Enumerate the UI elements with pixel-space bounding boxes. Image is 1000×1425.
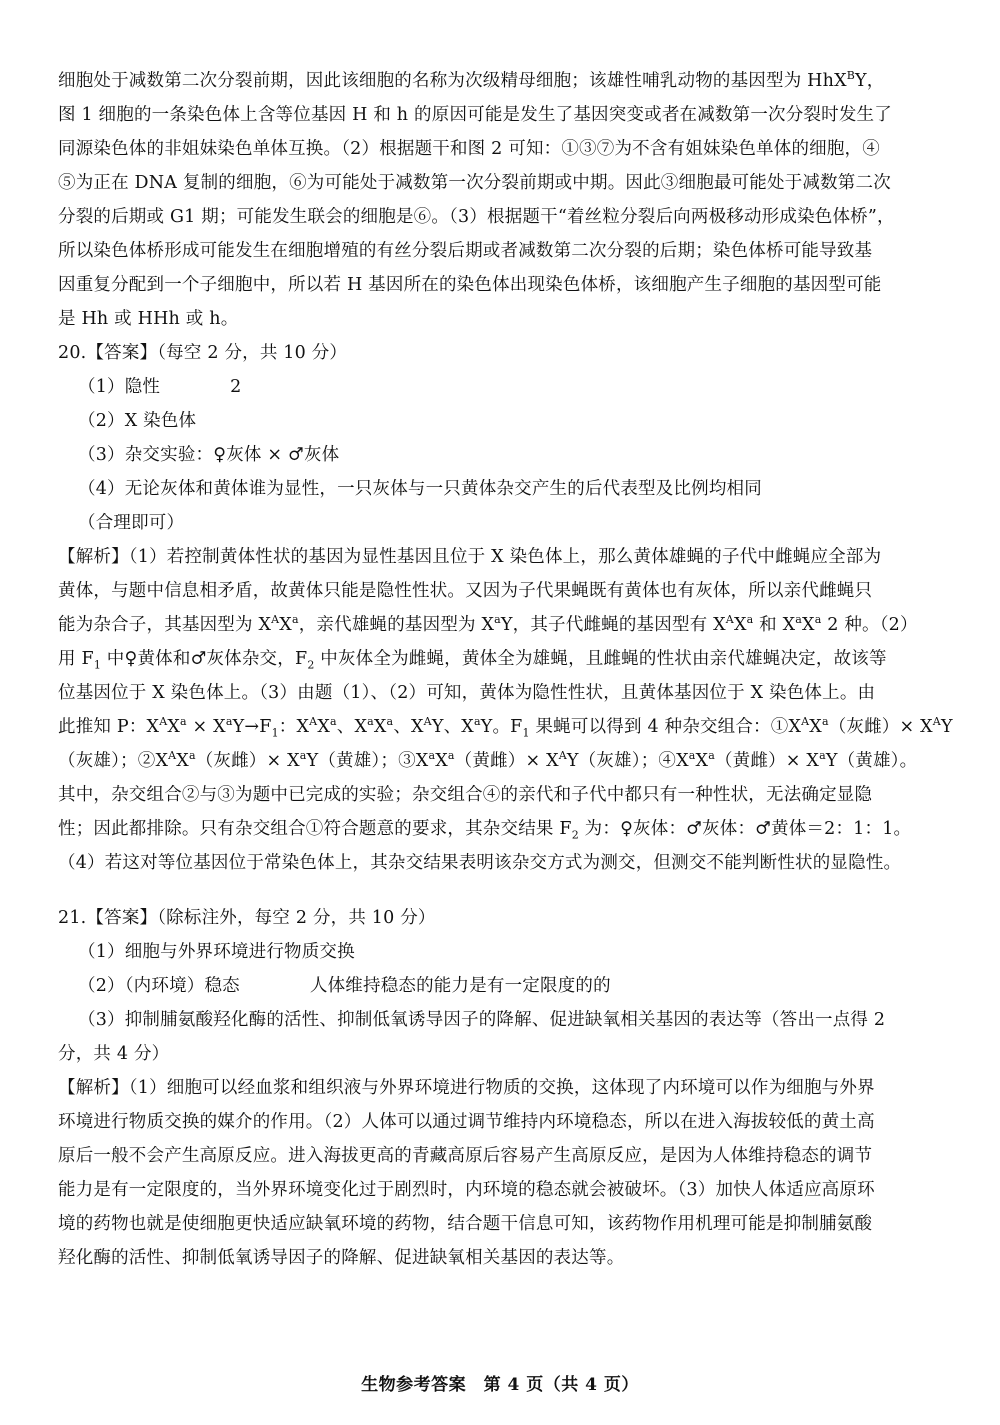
q20-explanation-line: 用 $F_1$ 中♀黄体和♂灰体杂交，$F_2$ 中灰体全为雌蝇，黄体全为雄蝇，且雌蝇的性状由亲代雄蝇决定，故该等	[58, 649, 887, 672]
q20-answer-2: （2）X 染色体	[78, 411, 197, 431]
q19-text-line: 所以染色体桥形成可能发生在细胞增殖的有丝分裂后期或者减数第二次分裂的后期；染色体桥可能导致基	[58, 241, 873, 261]
q20-explanation-line: （4）若这对等位基因位于常染色体上，其杂交结果表明该杂交方式为测交，但测交不能判断性状的显隐性。	[58, 853, 902, 873]
text-run: 细胞处于减数第二次分裂前期，因此该细胞的名称为次级精母细胞；该雄性哺乳动物的基因型为 HhX	[58, 71, 847, 91]
q19-text-line: 分裂的后期或 G1 期；可能发生联会的细胞是⑥。（3）根据题干“着丝粒分裂后向两极移动形成染色体桥”，	[58, 207, 895, 227]
q20-explanation-line: 【解析】（1）若控制黄体性状的基因为显性基因且位于 X 染色体上，那么黄体雄蝇的子代中雌蝇应全部为	[58, 547, 882, 567]
q20-answer-1	[78, 374, 241, 400]
text-run: 2	[230, 377, 242, 397]
q19-text-line	[58, 68, 885, 94]
text-run: 人体维持稳态的能力是有一定限度的的	[309, 976, 611, 996]
q19-text-line: 是 Hh 或 HHh 或 h。	[58, 309, 239, 329]
q19-text-line: 同源染色体的非姐妹染色单体互换。（2）根据题干和图 2 可知：①③⑦为不含有姐妹染色单体的细胞，④	[58, 139, 880, 159]
q21-answer-1: （1）细胞与外界环境进行物质交换	[78, 942, 355, 962]
q20-explanation-line: 性；因此都排除。只有杂交组合①符合题意的要求，其杂交结果 $F_2$ 为：♀灰体：♂灰体：♂黄体＝2：1：1。	[58, 819, 912, 842]
text-run: （1）隐性	[78, 377, 161, 397]
q21-explanation-line: 境的药物也就是使细胞更快适应缺氧环境的药物，结合题干信息可知，该药物作用机理可能是抑制脯氨酸	[58, 1214, 873, 1234]
q20-answer-4-note: （合理即可）	[78, 513, 185, 533]
superscript: B	[846, 69, 856, 83]
q21-heading: 21.【答案】（除标注外，每空 2 分，共 10 分）	[58, 908, 436, 928]
q20-explanation-line: 其中，杂交组合②与③为题中已完成的实验；杂交组合④的亲代和子代中都只有一种性状，无法确定显隐	[58, 785, 873, 805]
q21-explanation-line: 【解析】（1）细胞可以经血浆和组织液与外界环境进行物质的交换，这体现了内环境可以作为细胞与外界	[58, 1078, 875, 1098]
q21-explanation-line: 能力是有一定限度的，当外界环境变化过于剧烈时，内环境的稳态就会被破坏。（3）加快人体适应高原环	[58, 1180, 875, 1200]
q21-explanation-line: 羟化酶的活性、抑制低氧诱导因子的降解、促进缺氧相关基因的表达等。	[58, 1248, 625, 1268]
q19-text-line: ⑤为正在 DNA 复制的细胞，⑥为可能处于减数第一次分裂前期或中期。因此③细胞最可能处于减数第二次	[58, 173, 891, 193]
q20-answer-3: （3）杂交实验：♀灰体 × ♂灰体	[78, 445, 340, 465]
q20-explanation-line: 黄体，与题中信息相矛盾，故黄体只能是隐性性状。又因为子代果蝇既有黄体也有灰体，所以亲代雌蝇只	[58, 581, 873, 601]
q20-heading: 20.【答案】（每空 2 分，共 10 分）	[58, 343, 348, 363]
q20-explanation-line: （灰雄）；$②X^AX^a$（灰雌）× $X^aY$（黄雄）；$③X^aX^a$（黄雌）× $X^AY$（灰雄）；$④X^aX^a$（黄雌）× $X^aY$（黄雄）。	[58, 749, 918, 771]
text-run: （2）（内环境）稳态	[78, 976, 240, 996]
q20-explanation-line: 位基因位于 X 染色体上。（3）由题（1）、（2）可知，黄体为隐性性状，且黄体基因位于 X 染色体上。由	[58, 683, 876, 703]
q21-answer-3: （3）抑制脯氨酸羟化酶的活性、抑制低氧诱导因子的降解、促进缺氧相关基因的表达等（答出一点得 2	[78, 1010, 886, 1030]
q21-explanation-line: 原后一般不会产生高原反应。进入海拔更高的青藏高原后容易产生高原反应，是因为人体维持稳态的调节	[58, 1146, 873, 1166]
q21-answer-3-cont: 分，共 4 分）	[58, 1044, 170, 1064]
q20-explanation-line: 此推知 P：$X^AX^a \times X^aY\to F_1$：$X^AX^a$、$X^aX^a$、$X^AY$、$X^aY$。$F_1$ 果蝇可以得到 4 种杂交组合：$①X^AX^a$（灰雌）× $X^AY$	[58, 715, 953, 740]
page-footer: 生物参考答案 第 4 页（共 4 页）	[361, 1375, 639, 1395]
q21-answer-2	[78, 973, 611, 999]
q19-text-line: 因重复分配到一个子细胞中，所以若 H 基因所在的染色体出现染色体桥，该细胞产生子细胞的基因型可能	[58, 275, 882, 295]
q19-text-line: 图 1 细胞的一条染色体上含等位基因 H 和 h 的原因可能是发生了基因突变或者在减数第一次分裂时发生了	[58, 105, 892, 125]
text-run: Y，	[855, 71, 885, 91]
q20-answer-4: （4）无论灰体和黄体谁为显性，一只灰体与一只黄体杂交产生的后代表型及比例均相同	[78, 479, 762, 499]
q21-explanation-line: 环境进行物质交换的媒介的作用。（2）人体可以通过调节维持内环境稳态，所以在进入海拔较低的黄土高	[58, 1112, 875, 1132]
q20-explanation-line: 能为杂合子，其基因型为 $X^AX^a$，亲代雄蝇的基因型为 $X^aY$，其子代雌蝇的基因型有 $X^AX^a$ 和 $X^aX^a$ 2 种。（2）	[58, 613, 918, 635]
